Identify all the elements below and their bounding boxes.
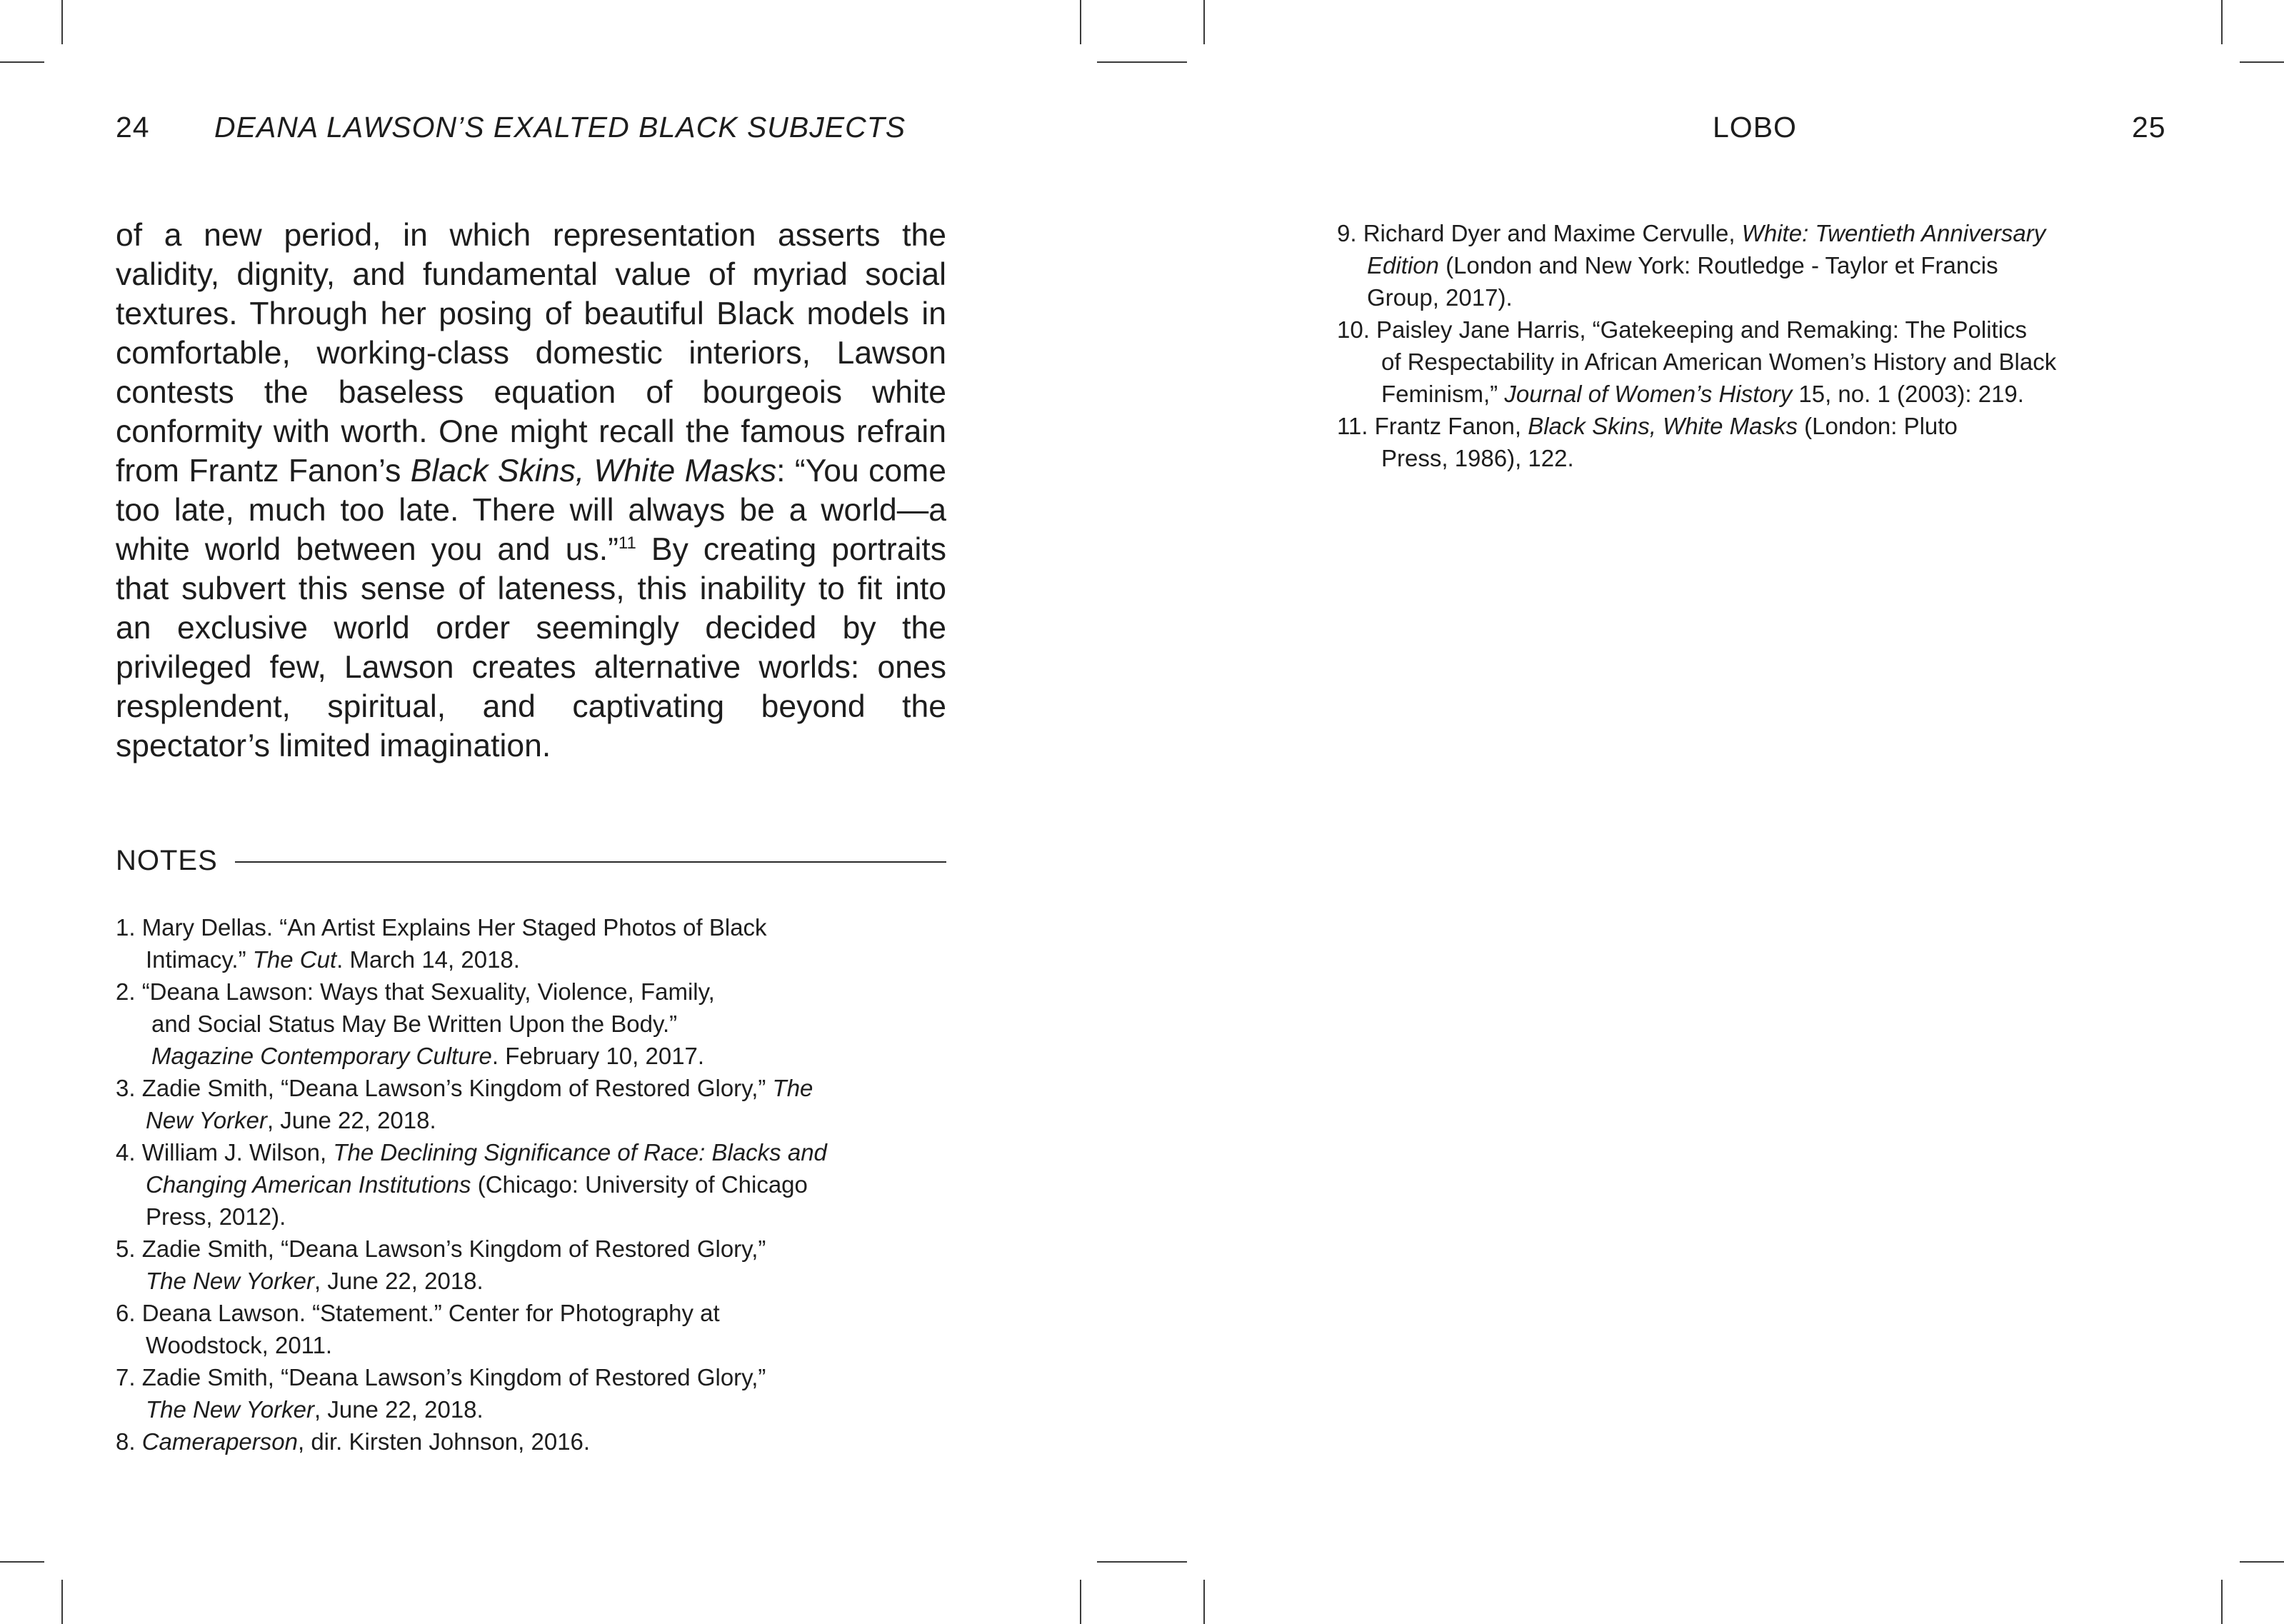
note-title: White: Twentieth Anniversary <box>1741 220 2046 246</box>
note-text: 3. Zadie Smith, “Deana Lawson’s Kingdom of Restored Glory,” <box>116 1075 773 1101</box>
note-text: 4. William J. Wilson, <box>116 1139 334 1166</box>
page-number-left: 24 <box>116 111 150 144</box>
note-line: 6. Deana Lawson. “Statement.” Center for Photography at <box>116 1300 720 1326</box>
note-title: Edition <box>1367 252 1439 279</box>
crop-mark <box>2240 61 2284 63</box>
note-text: . March 14, 2018. <box>336 946 520 973</box>
note-line <box>116 1104 958 1136</box>
crop-mark <box>1203 1580 1205 1624</box>
note-text: (London and New York: Routledge - Taylor et Francis <box>1438 252 1998 279</box>
note-text: (London: Pluto <box>1797 413 1958 439</box>
note-text: , June 22, 2018. <box>266 1107 436 1133</box>
note-line: 10. Paisley Jane Harris, “Gatekeeping and Remaking: The Politics <box>1337 316 2028 343</box>
crop-mark <box>1203 0 1205 44</box>
note-title: Changing American Institutions <box>146 1171 471 1198</box>
crop-mark <box>2221 1580 2223 1624</box>
footnote-reference: 11 <box>618 533 636 553</box>
note-item <box>116 1361 958 1425</box>
note-line <box>116 1072 958 1104</box>
note-line: Woodstock, 2011. <box>146 1332 333 1358</box>
notes-rule <box>235 861 946 863</box>
notes-heading-label: NOTES <box>116 845 218 876</box>
body-text-run: of a new period, in which representation asserts the validity, dignity, and fundamental value of myriad social textures. Through her posing of beautiful Black models in comfortable, working-class domestic interiors, Lawson contests the baseless equation of bourgeois white conformity with worth. One might recall the famous refrain from Frantz Fanon’s <box>116 218 946 488</box>
note-title: The Cut <box>252 946 337 973</box>
note-line: and Social Status May Be Written Upon the Body.” <box>151 1011 678 1037</box>
note-text: . February 10, 2017. <box>491 1043 705 1069</box>
note-text: (Chicago: University of Chicago <box>471 1171 808 1198</box>
crop-mark <box>61 1580 63 1624</box>
note-text: 9. Richard Dyer and Maxime Cervulle, <box>1337 220 1742 246</box>
crop-mark <box>0 1561 44 1563</box>
note-line: Group, 2017). <box>1367 284 1513 311</box>
note-title: Black Skins, White Masks <box>1528 413 1798 439</box>
crop-mark <box>1080 1580 1081 1624</box>
note-text: , June 22, 2018. <box>314 1268 484 1294</box>
notes-list-left <box>116 911 958 1458</box>
note-line <box>116 1040 958 1072</box>
note-item <box>116 1136 958 1233</box>
crop-mark <box>0 61 44 63</box>
note-title: The New Yorker <box>146 1396 314 1423</box>
note-line: 7. Zadie Smith, “Deana Lawson’s Kingdom of Restored Glory,” <box>116 1364 766 1390</box>
note-title: New Yorker <box>146 1107 267 1133</box>
note-line <box>116 1168 958 1201</box>
note-title: The New Yorker <box>146 1268 314 1294</box>
body-text-run: : “You come too late, much too late. There will always be a world—a white world between you and us.” <box>116 453 946 567</box>
crop-mark <box>1097 1561 1187 1563</box>
note-text: Feminism,” <box>1381 381 1505 407</box>
running-title-right: LOBO <box>1713 111 1797 144</box>
note-item <box>116 1297 958 1361</box>
note-text: , dir. Kirsten Johnson, 2016. <box>297 1428 591 1455</box>
note-line <box>116 1425 958 1458</box>
note-item <box>116 1233 958 1297</box>
note-text: 11. Frantz Fanon, <box>1337 413 1528 439</box>
note-line: Press, 1986), 122. <box>1381 445 1574 471</box>
book-title: Black Skins, White Masks <box>410 453 777 488</box>
note-title: The Declining Significance of Race: Blacks and <box>333 1139 827 1166</box>
note-item <box>116 1425 958 1458</box>
left-running-head <box>116 109 150 146</box>
note-item <box>116 1072 958 1136</box>
note-line <box>1337 410 2180 442</box>
notes-heading <box>116 843 946 878</box>
body-text-run: By creating portraits that subvert this sense of lateness, this inability to fit into an exclusive world order seemingly decided by the privileged few, Lawson creates alternative worlds: ones resplendent, spiritual, and captivating beyond the spectator’s limited imagination. <box>116 532 946 763</box>
note-item <box>116 911 958 976</box>
crop-mark <box>1080 0 1081 44</box>
note-item <box>1337 314 2180 410</box>
note-title: Cameraperson <box>141 1428 298 1455</box>
note-text: 8. <box>116 1428 142 1455</box>
crop-mark <box>1097 61 1187 63</box>
note-line <box>1337 217 2180 249</box>
notes-list-right <box>1337 217 2180 474</box>
note-text: 15, no. 1 (2003): 219. <box>1792 381 2024 407</box>
note-line: Press, 2012). <box>146 1203 286 1230</box>
note-line: of Respectability in African American Women’s History and Black <box>1381 349 2057 375</box>
note-line <box>116 1136 958 1168</box>
crop-mark <box>61 0 63 44</box>
note-line <box>1337 249 2180 281</box>
crop-mark <box>2221 0 2223 44</box>
note-text: , June 22, 2018. <box>314 1396 484 1423</box>
note-line <box>116 943 958 976</box>
note-item <box>1337 217 2180 314</box>
note-item <box>1337 410 2180 474</box>
note-text: Intimacy.” <box>146 946 253 973</box>
page-number-right: 25 <box>2132 111 2166 144</box>
body-paragraph <box>116 216 946 766</box>
running-title-left: DEANA LAWSON’S EXALTED BLACK SUBJECTS <box>214 111 906 144</box>
note-line <box>116 1393 958 1425</box>
note-title: Journal of Women’s History <box>1504 381 1793 407</box>
note-line: 5. Zadie Smith, “Deana Lawson’s Kingdom of Restored Glory,” <box>116 1235 766 1262</box>
note-title: The <box>772 1075 813 1101</box>
note-title: Magazine Contemporary Culture <box>151 1043 492 1069</box>
note-item <box>116 976 958 1072</box>
note-line <box>1337 378 2180 410</box>
note-line: 2. “Deana Lawson: Ways that Sexuality, Violence, Family, <box>116 978 715 1005</box>
note-line: 1. Mary Dellas. “An Artist Explains Her Staged Photos of Black <box>116 914 767 941</box>
note-line <box>116 1265 958 1297</box>
crop-mark <box>2240 1561 2284 1563</box>
